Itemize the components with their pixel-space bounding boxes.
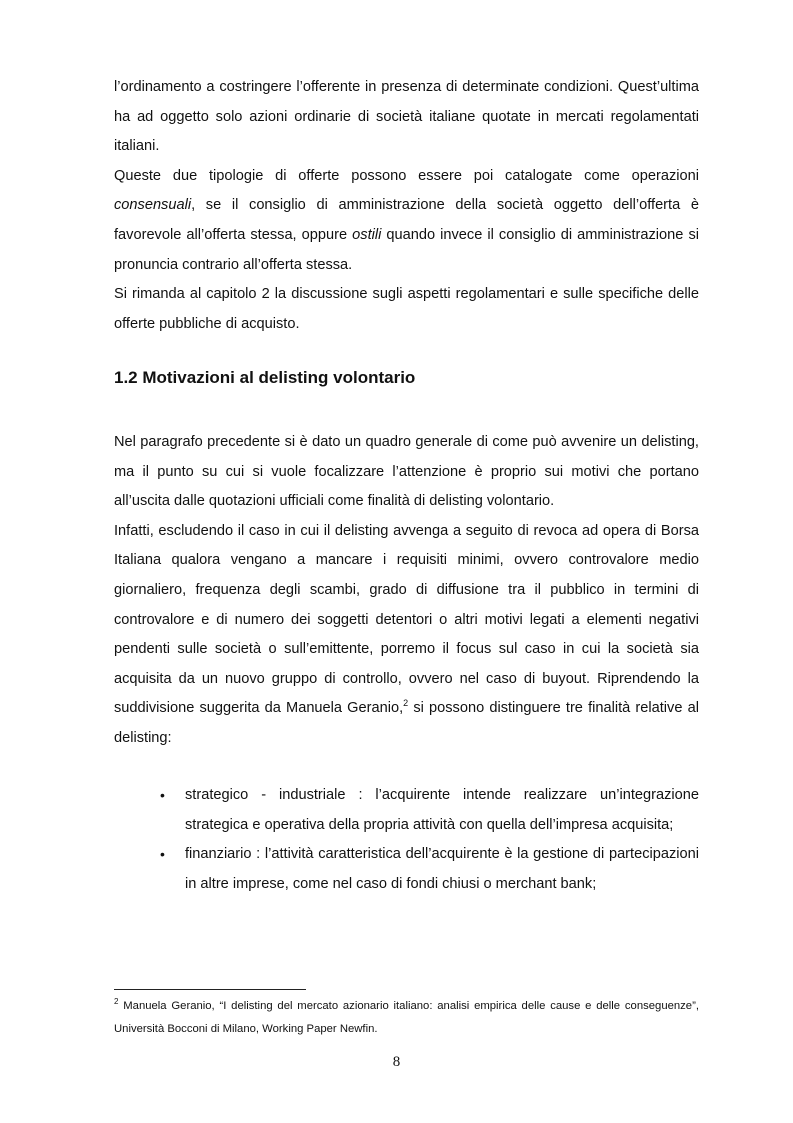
top-paragraphs xyxy=(114,73,699,339)
paragraph-text: quando invece il consiglio di amministrazione si pronuncia contrario all’offerta stessa. xyxy=(114,226,699,273)
paragraph-text: Si rimanda al capitolo 2 la discussione sugli aspetti regolamentari e sulle specifiche delle offerte pubbliche di acquisto. xyxy=(114,286,699,332)
paragraph-text: l’ordinamento a costringere l’offerente in presenza di determinate condizioni. Quest’ultima ha ad oggetto solo azioni ordinarie di società italiane quotate in mercati regolamentati italiani. xyxy=(114,79,699,155)
section-heading: 1.2 Motivazioni al delisting volontario xyxy=(114,368,416,387)
paragraph-text: si possono distinguere tre finalità relative al delisting: xyxy=(114,700,699,746)
section-paragraphs xyxy=(114,428,699,754)
list-item xyxy=(114,781,699,840)
paragraph-offer-types xyxy=(114,162,699,280)
footnote-text: Manuela Geranio, “I delisting del mercato azionario italiano: analisi empirica delle cause e delle conseguenze”, Università Bocconi di Milano, Working Paper Newfin. xyxy=(114,1000,699,1035)
footnote xyxy=(114,995,699,1041)
footnote-separator xyxy=(114,989,306,990)
footnote-reference[interactable]: 2 xyxy=(403,698,409,709)
paragraph-text: Queste due tipologie di offerte possono essere poi catalogate come operazioni xyxy=(114,167,699,184)
paragraph-delisting-causes xyxy=(114,517,699,754)
list-item-text: finanziario : l’attività caratteristica dell’acquirente è la gestione di partecipazioni in altre imprese, come nel caso di fondi chiusi o merchant bank; xyxy=(185,846,699,892)
italic-term-consensuali: consensuali xyxy=(114,197,192,214)
paragraph-chapter-reference xyxy=(114,280,699,339)
bullet-icon: • xyxy=(160,787,165,803)
paragraph-obligatory-offer xyxy=(114,73,699,162)
paragraph-text: Infatti, escludendo il caso in cui il delisting avvenga a seguito di revoca ad opera di Borsa Italiana qualora vengano a mancare i requisiti minimi, ovvero controvalore medio giornaliero, frequenza degli scambi, grado di diffusione tra il pubblico in termini di controvalore e di numero dei soggetti detentori o altri motivi legati a elementi negativi pendenti sulle società o sull’emittente, porremo il focus sul caso in cui la società sia acquisita da un nuovo gruppo di controllo, ovvero nel caso di buyout. Riprendendo la suddivisione suggerita da Manuela Geranio, xyxy=(114,522,699,717)
footnote-number: 2 xyxy=(114,997,119,1006)
list-item xyxy=(114,840,699,899)
italic-term-ostili: ostili xyxy=(352,226,382,243)
bullet-icon: • xyxy=(160,846,165,863)
paragraph-introduction: Nel paragrafo precedente si è dato un quadro generale di come può avvenire un delisting, ma il punto su cui si vuole focalizzare l’attenzione è proprio sui motivi che portano all’uscita dalle quotazioni ufficiali come finalità di delisting volontario. xyxy=(114,434,699,510)
delisting-purposes-list xyxy=(114,781,699,899)
list-item-text: strategico - industriale : l’acquirente intende realizzare un’integrazione strategica e operativa della propria attività con quella dell’impresa acquisita; xyxy=(185,787,699,833)
paragraph-text: , se il consiglio di amministrazione della società oggetto dell’offerta è favorevole all’offerta stessa, oppure xyxy=(114,197,699,243)
page-number: 8 xyxy=(392,1054,401,1070)
